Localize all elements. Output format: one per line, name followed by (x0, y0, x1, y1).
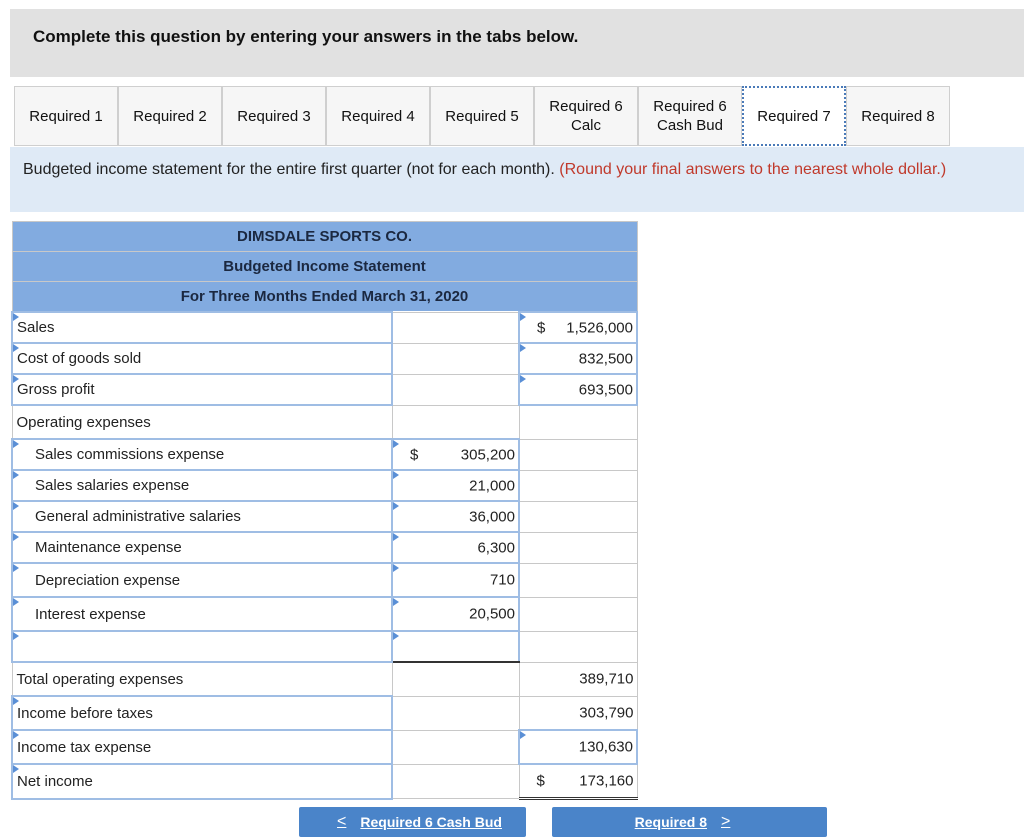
expense-amount: 6,300 (477, 539, 515, 556)
income-before-taxes-label[interactable]: Income before taxes (12, 696, 392, 730)
tab-required-5[interactable]: Required 5 (430, 86, 534, 146)
instructions-box (10, 147, 1024, 212)
table-row (12, 764, 637, 799)
expense-amount-input[interactable] (392, 501, 519, 532)
expense-label-input[interactable]: Sales salaries expense (12, 470, 392, 501)
table-row (12, 470, 637, 501)
table-row (12, 532, 637, 563)
income-before-taxes-amount: 303,790 (579, 704, 634, 722)
empty-cell (392, 730, 519, 764)
tab-required-7[interactable]: Required 7 (742, 86, 846, 146)
sales-amount: 1,526,000 (566, 319, 633, 336)
opex-heading: Operating expenses (12, 405, 392, 439)
tab-required-4[interactable]: Required 4 (326, 86, 430, 146)
total-opex-amount: 389,710 (579, 670, 634, 688)
dollar-sign: $ (410, 446, 419, 463)
empty-cell (392, 374, 519, 405)
cogs-label[interactable]: Cost of goods sold (12, 343, 392, 374)
table-row (12, 730, 637, 764)
prev-tab-label: Required 6 Cash Bud (360, 814, 502, 830)
empty-cell (392, 405, 519, 439)
income-tax-amount: 130,630 (578, 738, 633, 756)
empty-cell (519, 631, 637, 662)
next-tab-button[interactable] (552, 807, 827, 837)
total-opex-cell (519, 662, 637, 696)
sales-amount-input[interactable] (519, 312, 637, 343)
expense-amount: 710 (489, 571, 515, 589)
tab-required-6-calc[interactable]: Required 6 Calc (534, 86, 638, 146)
tab-required-2[interactable]: Required 2 (118, 86, 222, 146)
expense-amount: 20,500 (469, 605, 515, 623)
expense-label-input[interactable]: Depreciation expense (12, 563, 392, 597)
empty-cell (392, 696, 519, 730)
tab-required-1[interactable]: Required 1 (14, 86, 118, 146)
question-title: Complete this question by entering your answers in the tabs below. (33, 27, 579, 46)
empty-cell (519, 501, 637, 532)
statement-period: For Three Months Ended March 31, 2020 (12, 282, 637, 313)
table-row (12, 563, 637, 597)
empty-cell (519, 405, 637, 439)
expense-amount: 36,000 (469, 508, 515, 525)
empty-cell (392, 764, 519, 799)
empty-cell (392, 662, 519, 696)
income-statement-table (11, 221, 638, 800)
table-row (12, 405, 637, 439)
table-row (12, 439, 637, 470)
table-row (12, 312, 637, 343)
expense-label-input[interactable]: Maintenance expense (12, 532, 392, 563)
expense-label-input[interactable]: Interest expense (12, 597, 392, 631)
dollar-sign: $ (536, 772, 545, 790)
expense-label-input-empty[interactable] (12, 631, 392, 662)
net-income-label[interactable]: Net income (12, 764, 392, 799)
expense-amount: 21,000 (469, 477, 515, 494)
income-before-taxes-cell (519, 696, 637, 730)
rounding-note: (Round your final answers to the nearest whole dollar.) (559, 161, 947, 178)
net-income-cell (519, 764, 637, 799)
table-row (12, 501, 637, 532)
company-name: DIMSDALE SPORTS CO. (12, 222, 637, 252)
income-tax-label[interactable]: Income tax expense (12, 730, 392, 764)
cogs-amount-input[interactable] (519, 343, 637, 374)
gross-profit-amount: 693,500 (578, 381, 633, 398)
prev-tab-button[interactable] (299, 807, 526, 837)
total-opex-label: Total operating expenses (12, 662, 392, 696)
next-tab-label: Required 8 (634, 814, 707, 830)
instructions-main: Budgeted income statement for the entire first quarter (not for each month). (23, 161, 555, 178)
expense-amount-input[interactable] (392, 597, 519, 631)
expense-amount-input[interactable] (392, 470, 519, 501)
question-header (10, 9, 1024, 77)
empty-cell (392, 312, 519, 343)
chevron-left-icon: < (337, 813, 347, 830)
instructions-text (23, 160, 1024, 180)
tab-required-3[interactable]: Required 3 (222, 86, 326, 146)
expense-amount-input-empty[interactable] (392, 631, 519, 662)
expense-amount: 305,200 (460, 446, 515, 463)
empty-cell (392, 343, 519, 374)
table-row (12, 343, 637, 374)
empty-cell (519, 532, 637, 563)
table-row (12, 631, 637, 662)
empty-cell (519, 470, 637, 501)
cogs-amount: 832,500 (578, 350, 633, 367)
table-row (12, 597, 637, 631)
gross-profit-label[interactable]: Gross profit (12, 374, 392, 405)
gross-profit-input[interactable] (519, 374, 637, 405)
dollar-sign: $ (537, 319, 546, 336)
expense-amount-input[interactable] (392, 439, 519, 470)
expense-amount-input[interactable] (392, 563, 519, 597)
empty-cell (519, 563, 637, 597)
table-row (12, 662, 637, 696)
empty-cell (519, 597, 637, 631)
income-tax-input[interactable] (519, 730, 637, 764)
empty-cell (519, 439, 637, 470)
expense-label-input[interactable]: Sales commissions expense (12, 439, 392, 470)
expense-label-input[interactable]: General administrative salaries (12, 501, 392, 532)
chevron-right-icon: > (721, 813, 731, 830)
net-income-amount: 173,160 (579, 772, 634, 790)
expense-amount-input[interactable] (392, 532, 519, 563)
table-row (12, 696, 637, 730)
tab-required-6-cash-bud[interactable]: Required 6 Cash Bud (638, 86, 742, 146)
table-row (12, 374, 637, 405)
tab-required-8[interactable]: Required 8 (846, 86, 950, 146)
statement-title: Budgeted Income Statement (12, 252, 637, 282)
sales-label[interactable]: Sales (12, 312, 392, 343)
